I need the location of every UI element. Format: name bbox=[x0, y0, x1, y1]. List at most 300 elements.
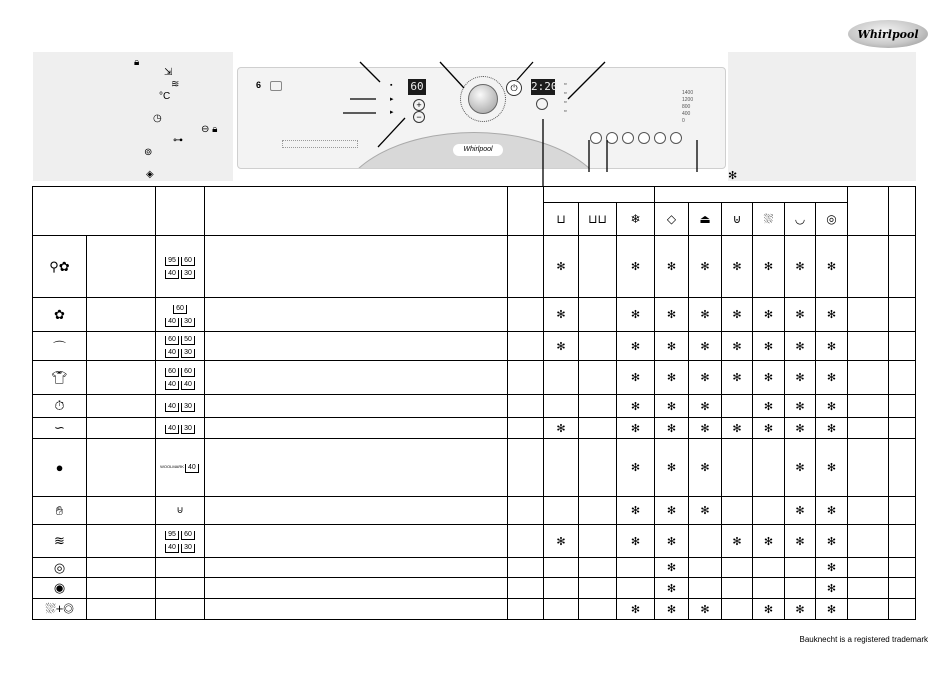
program-name-cell bbox=[87, 439, 156, 497]
temperature-symbol: 95 bbox=[165, 531, 179, 540]
mark-star: ✻ bbox=[666, 340, 677, 353]
header-load bbox=[508, 187, 544, 236]
description-cell bbox=[205, 599, 508, 620]
extra-cell bbox=[889, 525, 916, 558]
extra-cell bbox=[889, 236, 916, 298]
temperature-cell bbox=[156, 578, 205, 599]
temperature-cell bbox=[156, 236, 205, 298]
table-row bbox=[33, 395, 916, 418]
mark-star: ✻ bbox=[732, 372, 742, 384]
temperature-symbol: 60 bbox=[181, 531, 195, 540]
mark-cell bbox=[785, 418, 816, 439]
extra-cell bbox=[889, 395, 916, 418]
header-extra-2 bbox=[889, 187, 916, 236]
mark-cell bbox=[579, 418, 617, 439]
mark-cell bbox=[579, 395, 617, 418]
mark-star: ✻ bbox=[700, 603, 710, 616]
mark-star: ✻ bbox=[826, 261, 837, 273]
delicates-icon: ∽ bbox=[54, 420, 65, 435]
temperature-cell bbox=[156, 599, 205, 620]
header-detergent-group bbox=[544, 187, 655, 203]
energy-label-icon: 6 bbox=[256, 80, 262, 90]
extra-cell bbox=[889, 558, 916, 578]
temperature-minus-button[interactable]: − bbox=[413, 111, 425, 123]
mark-cell bbox=[722, 525, 753, 558]
mark-star: ✻ bbox=[826, 535, 837, 548]
mark-star: ✻ bbox=[795, 309, 805, 321]
right-info-panel bbox=[728, 52, 916, 181]
mark-star: ✻ bbox=[630, 400, 641, 413]
mark-cell bbox=[655, 332, 689, 361]
load-cell bbox=[508, 599, 544, 620]
mark-cell bbox=[722, 236, 753, 298]
mark-cell bbox=[655, 558, 689, 578]
trademark-note: Bauknecht is a registered trademark bbox=[799, 635, 928, 644]
mark-cell bbox=[655, 439, 689, 497]
mark-star: ✻ bbox=[666, 372, 677, 384]
mark-star: ✻ bbox=[630, 462, 641, 474]
mark-star: ✻ bbox=[556, 309, 566, 321]
extra-cell bbox=[889, 361, 916, 395]
program-icon-cell bbox=[33, 525, 87, 558]
description-cell bbox=[205, 236, 508, 298]
temperature-symbol: 30 bbox=[181, 349, 195, 358]
mark-cell bbox=[617, 599, 655, 620]
mark-star: ✻ bbox=[826, 562, 837, 574]
extra-cell bbox=[889, 599, 916, 620]
mark-cell bbox=[753, 418, 785, 439]
program-name-cell bbox=[87, 599, 156, 620]
header-program bbox=[33, 187, 156, 236]
temperature-icon: °C bbox=[159, 91, 171, 102]
mark-cell bbox=[722, 298, 753, 332]
description-cell bbox=[205, 361, 508, 395]
mark-cell bbox=[544, 298, 579, 332]
mark-star: ✻ bbox=[826, 603, 837, 616]
mark-cell bbox=[722, 395, 753, 418]
mark-cell bbox=[816, 418, 848, 439]
mark-star: ✻ bbox=[666, 261, 677, 273]
mark-cell bbox=[544, 578, 579, 599]
panel-note-star: ✻ bbox=[728, 170, 738, 182]
mark-star: ✻ bbox=[795, 505, 805, 517]
mark-star: ✻ bbox=[700, 462, 710, 474]
table-row bbox=[33, 298, 916, 332]
temperature-symbol: 40 bbox=[185, 464, 199, 473]
mark-cell bbox=[785, 497, 816, 525]
mark-cell bbox=[785, 578, 816, 599]
mark-cell bbox=[816, 361, 848, 395]
handwash-tub-icon: ⊍ bbox=[176, 505, 184, 516]
mark-cell bbox=[689, 599, 722, 620]
mark-star: ✻ bbox=[556, 261, 566, 273]
mark-star: ✻ bbox=[666, 400, 677, 413]
mark-cell bbox=[655, 236, 689, 298]
extra-cell bbox=[848, 332, 889, 361]
program-name-cell bbox=[87, 578, 156, 599]
mark-cell bbox=[722, 418, 753, 439]
program-name-cell bbox=[87, 236, 156, 298]
door-lock-icon: ⊖ 🔒︎ bbox=[201, 124, 218, 135]
load-cell bbox=[508, 439, 544, 497]
wool-icon: ● bbox=[55, 460, 64, 475]
mark-star: ✻ bbox=[556, 422, 566, 435]
mark-star: ✻ bbox=[826, 422, 837, 435]
temperature-symbol: 30 bbox=[181, 270, 195, 279]
load-cell bbox=[508, 418, 544, 439]
key-icon: ⊶ bbox=[173, 135, 183, 146]
mark-star: ✻ bbox=[700, 372, 710, 384]
spin-icon: ⊚ bbox=[144, 147, 153, 158]
extra-cell bbox=[848, 418, 889, 439]
extra-cell bbox=[848, 558, 889, 578]
rinse-spin-icon: ⛆+◎ bbox=[45, 601, 74, 616]
temperature-symbol: 40 bbox=[165, 425, 179, 434]
program-name-cell bbox=[87, 332, 156, 361]
load-cell bbox=[508, 578, 544, 599]
option-leds-icon: ▫ ▫ ▫ ▫ bbox=[564, 81, 567, 115]
description-cell bbox=[205, 439, 508, 497]
mark-star: ✻ bbox=[700, 505, 710, 517]
mark-cell bbox=[785, 439, 816, 497]
load-cell bbox=[508, 298, 544, 332]
panel-brand-badge: Whirlpool bbox=[453, 144, 503, 156]
mark-cell bbox=[816, 497, 848, 525]
temperature-symbol: 60 bbox=[173, 305, 187, 314]
mark-star: ✻ bbox=[826, 462, 837, 474]
mark-star: ✻ bbox=[700, 309, 710, 321]
shirts-icon: 👕︎ bbox=[51, 369, 68, 385]
extra-cell bbox=[889, 418, 916, 439]
panel-lock-icon: ▪ bbox=[390, 82, 393, 89]
mark-cell bbox=[544, 332, 579, 361]
program-name-cell bbox=[87, 298, 156, 332]
program-icon-cell bbox=[33, 439, 87, 497]
extra-cell bbox=[848, 525, 889, 558]
mark-cell bbox=[655, 361, 689, 395]
description-cell bbox=[205, 578, 508, 599]
mark-cell bbox=[722, 497, 753, 525]
mark-cell bbox=[579, 599, 617, 620]
mark-cell bbox=[579, 525, 617, 558]
temperature-cell bbox=[156, 439, 205, 497]
mark-star: ✻ bbox=[630, 603, 641, 616]
mark-cell bbox=[689, 298, 722, 332]
temperature-symbol: 30 bbox=[181, 544, 195, 553]
mark-cell bbox=[753, 439, 785, 497]
mark-cell bbox=[689, 236, 722, 298]
temperature-symbol: 60 bbox=[165, 336, 179, 345]
mark-cell bbox=[617, 578, 655, 599]
power-button[interactable]: ⏻ bbox=[506, 80, 522, 96]
program-icon-cell bbox=[33, 298, 87, 332]
program-name-cell bbox=[87, 361, 156, 395]
mark-cell bbox=[617, 332, 655, 361]
temperature-cell bbox=[156, 497, 205, 525]
mark-star: ✻ bbox=[666, 603, 677, 616]
temperature-symbol: 40 bbox=[165, 349, 179, 358]
mark-cell bbox=[722, 578, 753, 599]
table-row bbox=[33, 361, 916, 395]
program-name-cell bbox=[87, 395, 156, 418]
temperature-symbol: 40 bbox=[165, 544, 179, 553]
mark-star: ✻ bbox=[556, 340, 566, 353]
temperature-cell bbox=[156, 418, 205, 439]
mark-cell bbox=[617, 298, 655, 332]
quick-30-icon: ⏱ bbox=[54, 398, 65, 413]
temperature-plus-button[interactable]: + bbox=[413, 99, 425, 111]
mark-star: ✻ bbox=[700, 422, 710, 435]
temperature-symbol: 30 bbox=[181, 318, 195, 327]
mark-cell bbox=[617, 395, 655, 418]
mark-cell bbox=[689, 558, 722, 578]
table-row bbox=[33, 525, 916, 558]
mark-cell bbox=[689, 578, 722, 599]
temperature-symbol: 40 bbox=[165, 403, 179, 412]
table-row bbox=[33, 599, 916, 620]
mark-cell bbox=[753, 332, 785, 361]
mark-cell bbox=[544, 361, 579, 395]
brand-logo: Whirlpool bbox=[848, 20, 928, 48]
mark-cell bbox=[785, 361, 816, 395]
mark-cell bbox=[617, 497, 655, 525]
cotton-icon: ✿ bbox=[54, 306, 65, 322]
mark-star: ✻ bbox=[795, 340, 805, 353]
mark-cell bbox=[689, 332, 722, 361]
mark-star: ✻ bbox=[666, 462, 677, 474]
mark-cell bbox=[655, 395, 689, 418]
mark-star: ✻ bbox=[666, 505, 677, 517]
mark-star: ✻ bbox=[795, 372, 805, 384]
mark-cell bbox=[816, 298, 848, 332]
load-cell bbox=[508, 395, 544, 418]
mark-cell bbox=[785, 332, 816, 361]
mark-star: ✻ bbox=[795, 400, 805, 413]
mark-cell bbox=[544, 497, 579, 525]
temperature-display: 60 bbox=[408, 79, 426, 95]
mark-star: ✻ bbox=[630, 261, 641, 273]
temperature-symbol: 95 bbox=[165, 257, 179, 266]
extra-cell bbox=[848, 578, 889, 599]
mark-cell bbox=[544, 525, 579, 558]
mark-cell bbox=[722, 558, 753, 578]
spin-speed-item: 1400 bbox=[682, 90, 694, 96]
temperature-symbol: 60 bbox=[165, 368, 179, 377]
extra-cell bbox=[848, 298, 889, 332]
description-cell bbox=[205, 525, 508, 558]
mark-star: ✻ bbox=[630, 505, 641, 517]
mark-star: ✻ bbox=[763, 535, 774, 548]
column-header-1 bbox=[579, 203, 617, 236]
mark-star: ✻ bbox=[666, 422, 677, 435]
program-name-cell bbox=[87, 497, 156, 525]
mark-cell bbox=[655, 525, 689, 558]
mixed-icon: ≋ bbox=[54, 533, 65, 548]
program-icon-cell bbox=[33, 558, 87, 578]
mark-cell bbox=[753, 558, 785, 578]
column-header-3 bbox=[655, 203, 689, 236]
mark-cell bbox=[785, 599, 816, 620]
timer-icon: ◷ bbox=[153, 113, 162, 124]
mark-star: ✻ bbox=[826, 309, 837, 321]
mark-cell bbox=[579, 236, 617, 298]
spin-speed-item: 400 bbox=[682, 111, 691, 117]
temperature-symbol: 60 bbox=[181, 368, 195, 377]
synthetics-icon: ⌒ bbox=[52, 339, 66, 355]
mark-star: ✻ bbox=[700, 340, 710, 353]
mark-cell bbox=[579, 332, 617, 361]
basin-icon: ◡ bbox=[794, 212, 806, 226]
description-cell bbox=[205, 497, 508, 525]
mark-cell bbox=[816, 578, 848, 599]
mark-cell bbox=[816, 558, 848, 578]
programme-table bbox=[32, 186, 916, 620]
description-cell bbox=[205, 395, 508, 418]
load-cell bbox=[508, 236, 544, 298]
load-cell bbox=[508, 497, 544, 525]
extra-cell bbox=[848, 599, 889, 620]
spin-icon: ◎ bbox=[53, 559, 66, 575]
load-cell bbox=[508, 525, 544, 558]
spin-speed-item: 1200 bbox=[682, 97, 694, 103]
mark-star: ✻ bbox=[795, 535, 805, 548]
mark-cell bbox=[617, 361, 655, 395]
woolmark-logo: WOOLMARK bbox=[160, 463, 184, 469]
mark-cell bbox=[816, 439, 848, 497]
mark-star: ✻ bbox=[763, 422, 774, 435]
column-header-4 bbox=[689, 203, 722, 236]
mark-cell bbox=[722, 361, 753, 395]
temperature-cell bbox=[156, 558, 205, 578]
program-icon-cell bbox=[33, 599, 87, 620]
drain-icon: ◉ bbox=[53, 580, 66, 595]
prewash-icon: ⇲ bbox=[164, 67, 173, 78]
load-cell bbox=[508, 332, 544, 361]
mark-cell bbox=[689, 497, 722, 525]
description-cell bbox=[205, 418, 508, 439]
snowflake-tub-icon: ❄ bbox=[630, 212, 641, 226]
mark-cell bbox=[544, 236, 579, 298]
mark-star: ✻ bbox=[630, 309, 641, 321]
mark-cell bbox=[722, 599, 753, 620]
extra-cell bbox=[889, 578, 916, 599]
wash-tub-icon: ⊔ bbox=[556, 212, 566, 226]
temperature-symbol: 60 bbox=[181, 257, 195, 266]
mark-cell bbox=[785, 525, 816, 558]
program-name-cell bbox=[87, 525, 156, 558]
wash-tub-three-icon: ⊔⊔ bbox=[588, 212, 607, 226]
mark-cell bbox=[544, 439, 579, 497]
mark-cell bbox=[617, 525, 655, 558]
mark-star: ✻ bbox=[732, 422, 742, 435]
program-name-cell bbox=[87, 558, 156, 578]
mark-star: ✻ bbox=[666, 562, 677, 574]
mark-cell bbox=[816, 395, 848, 418]
mark-star: ✻ bbox=[826, 505, 837, 517]
mark-cell bbox=[544, 599, 579, 620]
mark-cell bbox=[579, 361, 617, 395]
mark-cell bbox=[816, 525, 848, 558]
mark-cell bbox=[753, 361, 785, 395]
extra-cell bbox=[848, 439, 889, 497]
mark-cell bbox=[617, 418, 655, 439]
spin-speed-item: 800 bbox=[682, 104, 691, 110]
mark-star: ✻ bbox=[795, 261, 805, 273]
mark-star: ✻ bbox=[630, 372, 641, 384]
temperature-symbol: 40 bbox=[165, 318, 179, 327]
program-icon-cell bbox=[33, 332, 87, 361]
extra-cell bbox=[848, 236, 889, 298]
mark-star: ✻ bbox=[763, 309, 774, 321]
header-description bbox=[205, 187, 508, 236]
program-icon-cell bbox=[33, 395, 87, 418]
extra-cell bbox=[889, 332, 916, 361]
mark-cell bbox=[655, 497, 689, 525]
mark-star: ✻ bbox=[763, 603, 774, 616]
column-header-8 bbox=[816, 203, 848, 236]
mark-cell bbox=[689, 395, 722, 418]
mark-star: ✻ bbox=[630, 535, 641, 548]
table-row bbox=[33, 236, 916, 298]
extra-cell bbox=[889, 298, 916, 332]
mark-star: ✻ bbox=[556, 535, 566, 548]
temperature-cell bbox=[156, 298, 205, 332]
mark-cell bbox=[655, 298, 689, 332]
temperature-symbol: 40 bbox=[165, 270, 179, 279]
mark-cell bbox=[617, 558, 655, 578]
extra-cell bbox=[848, 395, 889, 418]
mark-star: ✻ bbox=[795, 422, 805, 435]
rinse-hold-icon: ≋ bbox=[171, 79, 180, 90]
mark-cell bbox=[689, 439, 722, 497]
temperature-cell bbox=[156, 361, 205, 395]
temperature-cell bbox=[156, 525, 205, 558]
mark-cell bbox=[753, 298, 785, 332]
mark-cell bbox=[785, 298, 816, 332]
program-icon-cell bbox=[33, 578, 87, 599]
table-row bbox=[33, 332, 916, 361]
panel-prewash-icon: ▸ bbox=[390, 96, 394, 103]
temperature-symbol: 40 bbox=[181, 381, 195, 390]
extra-cell bbox=[889, 439, 916, 497]
panel-rinse-icon: ▸ bbox=[390, 109, 394, 116]
mark-cell bbox=[544, 418, 579, 439]
mark-star: ✻ bbox=[732, 340, 742, 353]
temperature-symbol: 30 bbox=[181, 425, 195, 434]
mark-cell bbox=[785, 395, 816, 418]
mark-cell bbox=[785, 558, 816, 578]
mark-cell bbox=[689, 361, 722, 395]
extra-cell bbox=[848, 361, 889, 395]
mark-star: ✻ bbox=[732, 535, 742, 548]
mark-star: ✻ bbox=[763, 372, 774, 384]
mark-cell bbox=[753, 599, 785, 620]
mark-cell bbox=[579, 497, 617, 525]
description-cell bbox=[205, 298, 508, 332]
load-cell bbox=[508, 558, 544, 578]
mark-star: ✻ bbox=[630, 422, 641, 435]
mark-star: ✻ bbox=[826, 372, 837, 384]
column-header-7 bbox=[785, 203, 816, 236]
spin-speed-item: 0 bbox=[682, 118, 685, 124]
mark-star: ✻ bbox=[732, 261, 742, 273]
temperature-symbol: 40 bbox=[165, 381, 179, 390]
tub-rinse-icon: ⊍ bbox=[732, 212, 742, 226]
mark-cell bbox=[722, 439, 753, 497]
mark-cell bbox=[816, 599, 848, 620]
mark-cell bbox=[753, 497, 785, 525]
mark-star: ✻ bbox=[763, 400, 774, 413]
